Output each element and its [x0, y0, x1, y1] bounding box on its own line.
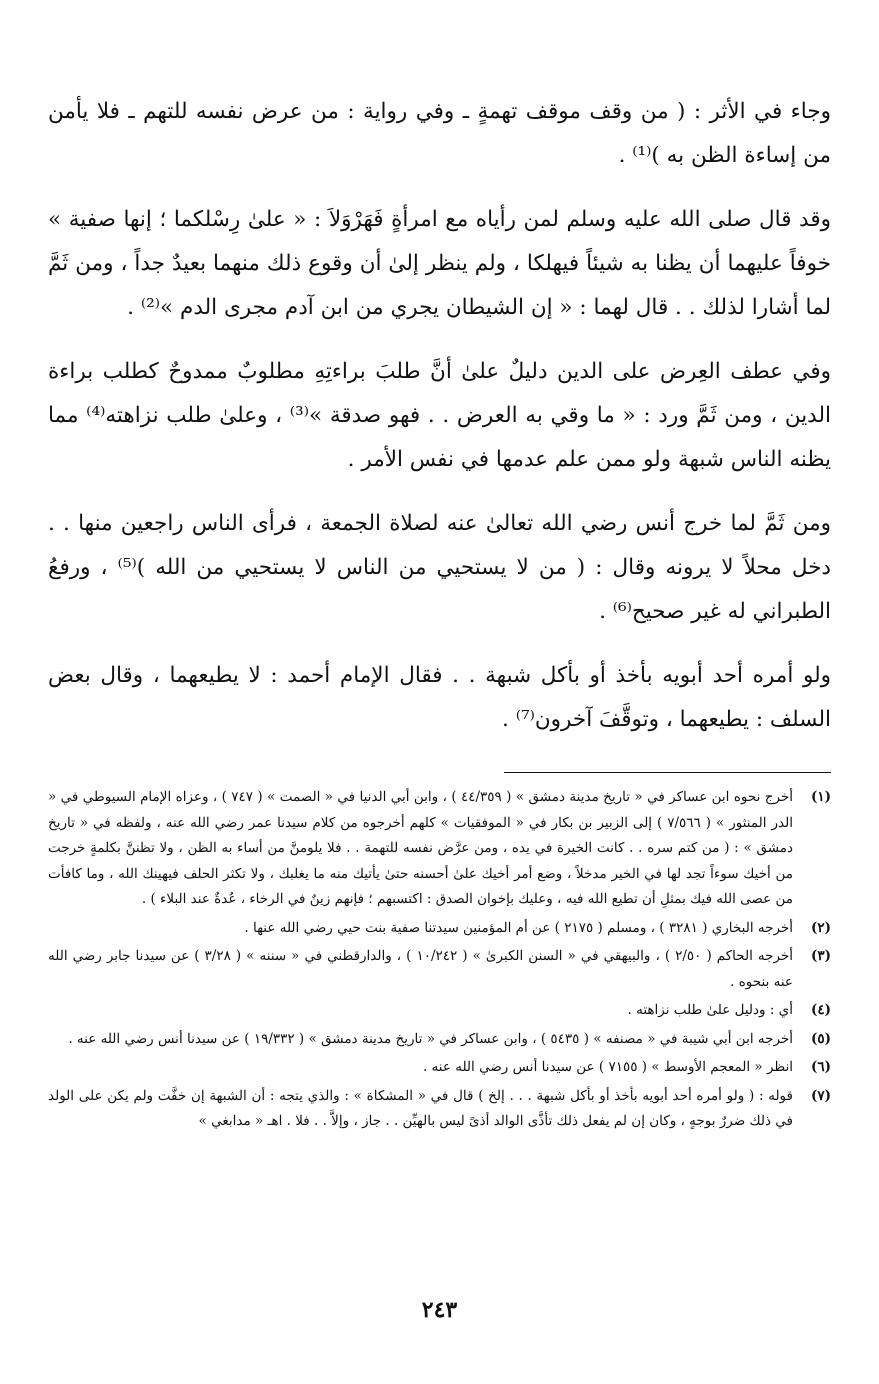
paragraph: وقد قال صلى الله عليه وسلم لمن رأياه مع امرأةٍ فَهَرْوَلاَ : « علىٰ رِسْلكما ؛ إنها صفية » خوفاً عليهما أن يظنا به شيئاً فيهلكا ، ولم ينظر إلىٰ أن وقوع ذلك منهما بعيدٌ جداً ، ومن ثَمَّ لما أشارا لذلك . . قال لهما : « إن الشيطان يجري من ابن آدم مجرى الدم »⁽²⁾ . [48, 207, 831, 320]
footnote [48, 785, 831, 913]
footnote-text: أي : ودليل علىٰ طلب نزاهته . [627, 1002, 793, 1018]
footnote [48, 944, 831, 995]
footnote-number: (٦) [810, 1059, 831, 1075]
paragraph: ولو أمره أحد أبويه بأخذ أو بأكل شبهة . . فقال الإمام أحمد : لا يطيعهما ، وقال بعض السلف : يطيعهما ، وتوقَّفَ آخرون⁽⁷⁾ . [48, 663, 831, 732]
footnote-text: انظر « المعجم الأوسط » ( ٧١٥٥ ) عن سيدنا أنس رضي الله عنه . [422, 1059, 793, 1075]
footnote-divider [504, 772, 831, 773]
paragraph: وفي عطف العِرض على الدين دليلٌ علىٰ أنَّ طلبَ براءتِهِ مطلوبٌ ممدوحٌ كطلب براءة الدين ، ومن ثَمَّ ورد : « ما وقي به العرض . . فهو صدقة »⁽³⁾ ، وعلىٰ طلب نزاهته⁽⁴⁾ مما يظنه الناس شبهة ولو ممن علم عدمها في نفس الأمر . [48, 359, 831, 472]
paragraph: ومن ثَمَّ لما خرج أنس رضي الله تعالىٰ عنه لصلاة الجمعة ، فرأى الناس راجعين منها . . دخل محلاً لا يرونه وقال : ( من لا يستحيي من الناس لا يستحيي من الله )⁽⁵⁾ ، ورفعُ الطبراني له غير صحيح⁽⁶⁾ . [48, 511, 831, 624]
main-text [48, 90, 831, 742]
footnote-number: (١) [810, 789, 831, 805]
footnote [48, 1084, 831, 1135]
footnote-number: (٥) [810, 1030, 831, 1047]
footnote-text: قوله : ( ولو أمره أحد أبويه بأخذ أو بأكل شبهة . . . إلخ ) قال في « المشكاة » : والذي يتجه : أن الشبهة إن خفَّت ولم يكن على الولد في ذلك ضررٌ بوجهٍ ، وكان إن لم يفعل ذلك تأذَّى الوالد أذىً ليس بالهيِّن . . جاز ، وإلاَّ . . فلا . اهـ « مدابغي » [48, 1087, 793, 1129]
footnote-text: أخرج نحوه ابن عساكر في « تاريخ مدينة دمشق » ( ٤٤/٣٥٩ ) ، وابن أبي الدنيا في « الصمت » ( ٧٤٧ ) ، وعزاه الإمام السيوطي في « الدر المنثور » ( ٧/٥٦٦ ) إلى الزبير بن بكار في « الموفقيات » كلهم أخرجوه من كلام سيدنا عمر رضي الله عنه ، ولفظه في « تاريخ دمشق » : ( من كتم سره . . كانت الخيرة في يده ، ومن عرَّض نفسه للتهمة . . فلا يلومنَّ من أساء به الظن ، ولا تظننَّ بكلمةٍ خرجت من أخيك سوءاً تجد لها في الخير مدخلاً ، وضع أمر أخيك علىٰ أحسنه حتىٰ يأتيك منه ما يغلبك ، ولا تكثر الحلف فيهينك الله ، وما كافأت من عصى الله فيك بمثلِ أن تطيع الله فيه ، وعليك بإخوان الصدق : اكتسبهم ؛ فإنهم زينٌ في الرخاء ، عُدةٌ عند البلاء ) . [48, 789, 793, 907]
paragraph: وجاء في الأثر : ( من وقف موقف تهمةٍ ـ وفي رواية : من عرض نفسه للتهم ـ فلا يأمن من إساءة الظن به )⁽¹⁾ . [48, 99, 831, 168]
footnote-text: أخرجه الحاكم ( ٢/٥٠ ) ، والبيهقي في « السنن الكبرىٰ » ( ١٠/٢٤٢ ) ، والدارقطني في « سننه » ( ٣/٢٨ ) عن سيدنا جابر رضي الله عنه بنحوه . [48, 948, 794, 990]
footnotes [48, 785, 831, 1135]
footnote [48, 998, 831, 1024]
footnote [48, 916, 831, 942]
footnote-text: أخرجه ابن أبي شيبة في « مصنفه » ( ٥٤٣٥ ) ، وابن عساكر في « تاريخ مدينة دمشق » ( ١٩/٣٣٢ ) عن سيدنا أنس رضي الله عنه . [68, 1030, 793, 1047]
page-number: ٢٤٣ [421, 1297, 458, 1323]
footnote-number: (٤) [810, 1002, 831, 1018]
footnote-number: (٣) [810, 948, 831, 964]
footnote-number: (٢) [810, 919, 831, 936]
footnote-text: أخرجه البخاري ( ٣٢٨١ ) ، ومسلم ( ٢١٧٥ ) عن أم المؤمنين سيدتنا صفية بنت حيي رضي الله عنها . [244, 919, 793, 936]
footnote-number: (٧) [810, 1087, 831, 1104]
footnote [48, 1027, 831, 1053]
footnote [48, 1055, 831, 1081]
